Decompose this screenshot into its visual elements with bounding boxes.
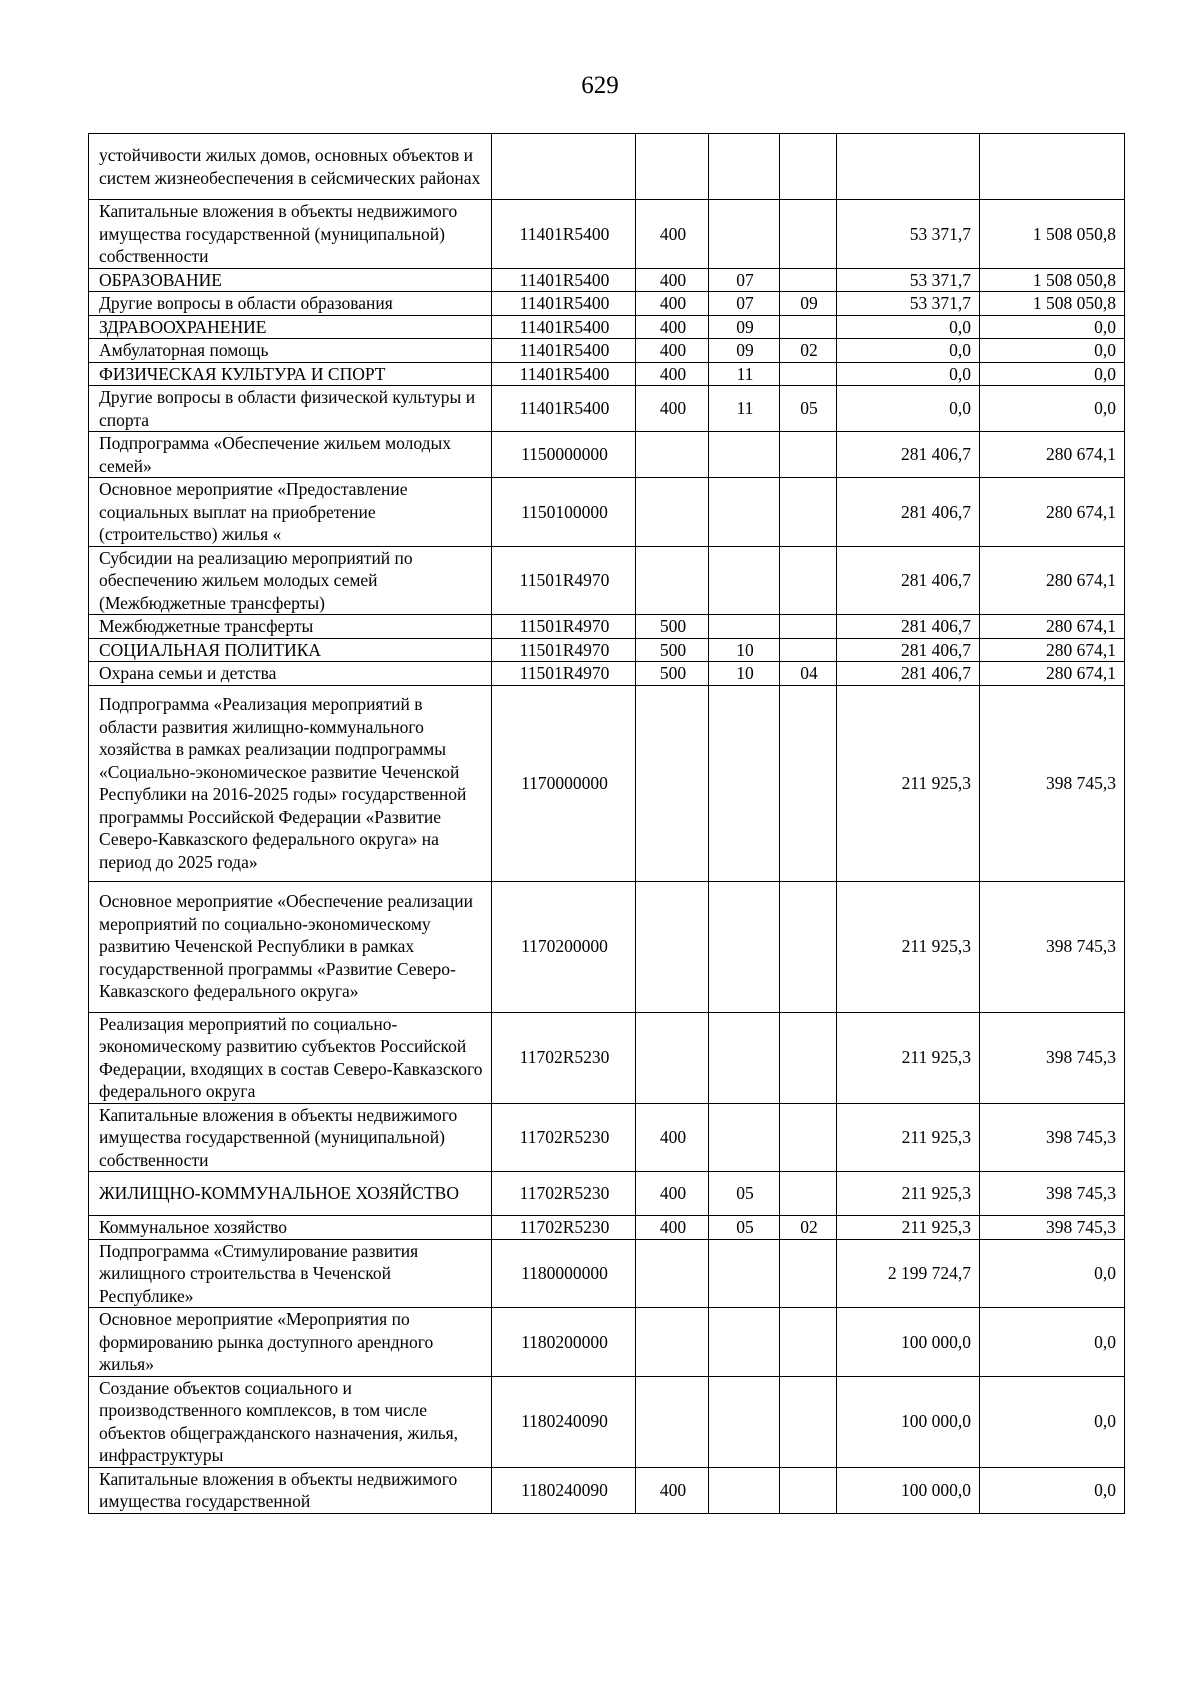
row-name-cell: Коммунальное хозяйство (89, 1216, 492, 1240)
subsection-code-cell: 02 (780, 1216, 837, 1240)
target-article-code-cell: 11501R4970 (492, 662, 636, 686)
expense-type-code-cell: 400 (636, 339, 709, 363)
row-name-cell: Создание объектов социального и производственного комплексов, в том числе объектов общегражданского назначения, жилья, инфраструктуры (89, 1376, 492, 1467)
row-name-cell: Подпрограмма «Обеспечение жильем молодых семей» (89, 432, 492, 478)
amount-year-2-cell: 0,0 (980, 339, 1125, 363)
section-code-cell (709, 478, 780, 547)
table-row (89, 268, 1125, 292)
expense-type-code-cell (636, 1012, 709, 1103)
expense-type-code-cell: 400 (636, 1467, 709, 1513)
expense-type-code-cell (636, 1239, 709, 1308)
amount-year-2-cell: 280 674,1 (980, 546, 1125, 615)
row-name-cell: Капитальные вложения в объекты недвижимого имущества государственной (муниципальной) собственности (89, 200, 492, 269)
target-article-code-cell: 1180000000 (492, 1239, 636, 1308)
amount-year-2-cell: 280 674,1 (980, 478, 1125, 547)
expense-type-code-cell: 500 (636, 638, 709, 662)
amount-year-2-cell (980, 134, 1125, 200)
table-row (89, 362, 1125, 386)
row-name-cell: Подпрограмма «Стимулирование развития жилищного строительства в Чеченской Республике» (89, 1239, 492, 1308)
amount-year-1-cell: 281 406,7 (837, 662, 980, 686)
row-name-cell: ЖИЛИЩНО-КОММУНАЛЬНОЕ ХОЗЯЙСТВО (89, 1172, 492, 1216)
section-code-cell (709, 432, 780, 478)
amount-year-1-cell: 2 199 724,7 (837, 1239, 980, 1308)
expense-type-code-cell (636, 478, 709, 547)
section-code-cell (709, 1103, 780, 1172)
row-name-cell: Другие вопросы в области физической культуры и спорта (89, 386, 492, 432)
amount-year-2-cell: 398 745,3 (980, 685, 1125, 881)
subsection-code-cell: 05 (780, 386, 837, 432)
table-row (89, 292, 1125, 316)
amount-year-1-cell: 0,0 (837, 362, 980, 386)
amount-year-1-cell: 0,0 (837, 315, 980, 339)
expense-type-code-cell: 500 (636, 662, 709, 686)
amount-year-2-cell: 280 674,1 (980, 662, 1125, 686)
target-article-code-cell: 11702R5230 (492, 1103, 636, 1172)
amount-year-1-cell (837, 134, 980, 200)
row-name-cell: Межбюджетные трансферты (89, 615, 492, 639)
subsection-code-cell (780, 268, 837, 292)
target-article-code-cell: 1150100000 (492, 478, 636, 547)
table-row (89, 1308, 1125, 1377)
target-article-code-cell: 11501R4970 (492, 546, 636, 615)
row-name-cell: Охрана семьи и детства (89, 662, 492, 686)
amount-year-1-cell: 211 925,3 (837, 881, 980, 1012)
expense-type-code-cell (636, 432, 709, 478)
section-code-cell: 07 (709, 292, 780, 316)
amount-year-2-cell: 0,0 (980, 1376, 1125, 1467)
amount-year-2-cell: 0,0 (980, 1239, 1125, 1308)
row-name-cell: Основное мероприятие «Обеспечение реализации мероприятий по социально-экономическому развитию Чеченской Республики в рамках государственной программы «Развитие Северо-Кавказского федерального округа» (89, 881, 492, 1012)
row-name-cell: ФИЗИЧЕСКАЯ КУЛЬТУРА И СПОРТ (89, 362, 492, 386)
amount-year-2-cell: 398 745,3 (980, 1012, 1125, 1103)
amount-year-2-cell: 398 745,3 (980, 1216, 1125, 1240)
amount-year-2-cell: 398 745,3 (980, 1103, 1125, 1172)
amount-year-1-cell: 100 000,0 (837, 1376, 980, 1467)
expense-type-code-cell (636, 1308, 709, 1377)
section-code-cell: 11 (709, 362, 780, 386)
target-article-code-cell: 1150000000 (492, 432, 636, 478)
target-article-code-cell: 1170200000 (492, 881, 636, 1012)
target-article-code-cell: 11401R5400 (492, 362, 636, 386)
section-code-cell: 07 (709, 268, 780, 292)
expense-type-code-cell (636, 134, 709, 200)
target-article-code-cell: 1180240090 (492, 1376, 636, 1467)
subsection-code-cell: 09 (780, 292, 837, 316)
section-code-cell (709, 200, 780, 269)
target-article-code-cell: 11401R5400 (492, 268, 636, 292)
amount-year-1-cell: 211 925,3 (837, 1172, 980, 1216)
amount-year-1-cell: 281 406,7 (837, 432, 980, 478)
subsection-code-cell (780, 362, 837, 386)
section-code-cell: 09 (709, 339, 780, 363)
target-article-code-cell: 11702R5230 (492, 1216, 636, 1240)
amount-year-2-cell: 1 508 050,8 (980, 292, 1125, 316)
target-article-code-cell: 11401R5400 (492, 386, 636, 432)
subsection-code-cell (780, 1376, 837, 1467)
expense-type-code-cell: 400 (636, 386, 709, 432)
table-row (89, 432, 1125, 478)
section-code-cell (709, 1239, 780, 1308)
amount-year-1-cell: 100 000,0 (837, 1467, 980, 1513)
row-name-cell: Капитальные вложения в объекты недвижимого имущества государственной (муниципальной) собственности (89, 1103, 492, 1172)
table-row (89, 1172, 1125, 1216)
target-article-code-cell: 11401R5400 (492, 315, 636, 339)
table-row (89, 638, 1125, 662)
section-code-cell (709, 1012, 780, 1103)
table-body (89, 134, 1125, 1514)
subsection-code-cell (780, 1172, 837, 1216)
target-article-code-cell: 1180240090 (492, 1467, 636, 1513)
section-code-cell: 05 (709, 1172, 780, 1216)
row-name-cell: Основное мероприятие «Предоставление социальных выплат на приобретение (строительство) жилья « (89, 478, 492, 547)
table-row (89, 685, 1125, 881)
amount-year-2-cell: 0,0 (980, 315, 1125, 339)
expense-type-code-cell: 400 (636, 1103, 709, 1172)
section-code-cell: 11 (709, 386, 780, 432)
amount-year-1-cell: 211 925,3 (837, 1216, 980, 1240)
table-row (89, 1239, 1125, 1308)
expense-type-code-cell: 400 (636, 268, 709, 292)
table-row (89, 881, 1125, 1012)
row-name-cell: ЗДРАВООХРАНЕНИЕ (89, 315, 492, 339)
section-code-cell (709, 615, 780, 639)
amount-year-2-cell: 398 745,3 (980, 881, 1125, 1012)
table-row (89, 1216, 1125, 1240)
amount-year-1-cell: 53 371,7 (837, 200, 980, 269)
section-code-cell (709, 546, 780, 615)
amount-year-1-cell: 53 371,7 (837, 268, 980, 292)
amount-year-1-cell: 281 406,7 (837, 638, 980, 662)
subsection-code-cell (780, 432, 837, 478)
row-name-cell: Подпрограмма «Реализация мероприятий в области развития жилищно-коммунального хозяйства в рамках реализации подпрограммы «Социально-экономическое развитие Чеченской Республики на 2016-2025 годы» государственной программы Российской Федерации «Развитие Северо-Кавказского федерального округа» на период до 2025 года» (89, 685, 492, 881)
row-name-cell: Амбулаторная помощь (89, 339, 492, 363)
table-row (89, 315, 1125, 339)
subsection-code-cell (780, 315, 837, 339)
amount-year-1-cell: 0,0 (837, 339, 980, 363)
target-article-code-cell: 11401R5400 (492, 339, 636, 363)
target-article-code-cell: 11401R5400 (492, 200, 636, 269)
row-name-cell: ОБРАЗОВАНИЕ (89, 268, 492, 292)
expense-type-code-cell: 400 (636, 292, 709, 316)
amount-year-2-cell: 0,0 (980, 362, 1125, 386)
expense-type-code-cell: 500 (636, 615, 709, 639)
amount-year-1-cell: 211 925,3 (837, 1012, 980, 1103)
subsection-code-cell (780, 1103, 837, 1172)
table-row (89, 1467, 1125, 1513)
subsection-code-cell (780, 1467, 837, 1513)
row-name-cell: Другие вопросы в области образования (89, 292, 492, 316)
row-name-cell: устойчивости жилых домов, основных объектов и систем жизнеобеспечения в сейсмических районах (89, 134, 492, 200)
subsection-code-cell (780, 1239, 837, 1308)
table-row (89, 546, 1125, 615)
amount-year-2-cell: 1 508 050,8 (980, 268, 1125, 292)
table-row (89, 1103, 1125, 1172)
target-article-code-cell: 11501R4970 (492, 615, 636, 639)
expense-type-code-cell: 400 (636, 1172, 709, 1216)
section-code-cell (709, 1308, 780, 1377)
section-code-cell (709, 1376, 780, 1467)
table-row (89, 615, 1125, 639)
section-code-cell: 10 (709, 638, 780, 662)
amount-year-1-cell: 211 925,3 (837, 685, 980, 881)
subsection-code-cell (780, 638, 837, 662)
table-row (89, 1012, 1125, 1103)
amount-year-2-cell: 398 745,3 (980, 1172, 1125, 1216)
section-code-cell: 09 (709, 315, 780, 339)
subsection-code-cell: 04 (780, 662, 837, 686)
row-name-cell: СОЦИАЛЬНАЯ ПОЛИТИКА (89, 638, 492, 662)
section-code-cell: 05 (709, 1216, 780, 1240)
table-row (89, 478, 1125, 547)
subsection-code-cell (780, 615, 837, 639)
amount-year-1-cell: 281 406,7 (837, 546, 980, 615)
expense-type-code-cell: 400 (636, 200, 709, 269)
table-row (89, 339, 1125, 363)
target-article-code-cell: 11401R5400 (492, 292, 636, 316)
page-number: 629 (581, 72, 619, 99)
target-article-code-cell: 11702R5230 (492, 1172, 636, 1216)
amount-year-2-cell: 280 674,1 (980, 638, 1125, 662)
amount-year-2-cell: 1 508 050,8 (980, 200, 1125, 269)
row-name-cell: Реализация мероприятий по социально-экономическому развитию субъектов Российской Федерации, входящих в состав Северо-Кавказского федерального округа (89, 1012, 492, 1103)
subsection-code-cell (780, 881, 837, 1012)
expense-type-code-cell: 400 (636, 362, 709, 386)
subsection-code-cell (780, 478, 837, 547)
amount-year-1-cell: 281 406,7 (837, 478, 980, 547)
section-code-cell (709, 1467, 780, 1513)
expense-type-code-cell: 400 (636, 1216, 709, 1240)
amount-year-2-cell: 280 674,1 (980, 615, 1125, 639)
target-article-code-cell: 1180200000 (492, 1308, 636, 1377)
row-name-cell: Субсидии на реализацию мероприятий по обеспечению жильем молодых семей (Межбюджетные трансферты) (89, 546, 492, 615)
table-row (89, 386, 1125, 432)
amount-year-1-cell: 100 000,0 (837, 1308, 980, 1377)
target-article-code-cell: 11501R4970 (492, 638, 636, 662)
table-row (89, 662, 1125, 686)
subsection-code-cell (780, 1012, 837, 1103)
table-row (89, 200, 1125, 269)
amount-year-1-cell: 281 406,7 (837, 615, 980, 639)
row-name-cell: Основное мероприятие «Мероприятия по формированию рынка доступного арендного жилья» (89, 1308, 492, 1377)
amount-year-1-cell: 211 925,3 (837, 1103, 980, 1172)
section-code-cell: 10 (709, 662, 780, 686)
amount-year-2-cell: 0,0 (980, 1308, 1125, 1377)
subsection-code-cell (780, 134, 837, 200)
amount-year-1-cell: 53 371,7 (837, 292, 980, 316)
amount-year-2-cell: 0,0 (980, 386, 1125, 432)
subsection-code-cell (780, 200, 837, 269)
amount-year-1-cell: 0,0 (837, 386, 980, 432)
subsection-code-cell: 02 (780, 339, 837, 363)
subsection-code-cell (780, 546, 837, 615)
expense-type-code-cell: 400 (636, 315, 709, 339)
section-code-cell (709, 881, 780, 1012)
section-code-cell (709, 685, 780, 881)
target-article-code-cell: 1170000000 (492, 685, 636, 881)
table-row (89, 134, 1125, 200)
expense-type-code-cell (636, 881, 709, 1012)
amount-year-2-cell: 0,0 (980, 1467, 1125, 1513)
subsection-code-cell (780, 685, 837, 881)
expense-type-code-cell (636, 1376, 709, 1467)
section-code-cell (709, 134, 780, 200)
expense-type-code-cell (636, 685, 709, 881)
row-name-cell: Капитальные вложения в объекты недвижимого имущества государственной (89, 1467, 492, 1513)
table-row (89, 1376, 1125, 1467)
target-article-code-cell (492, 134, 636, 200)
amount-year-2-cell: 280 674,1 (980, 432, 1125, 478)
subsection-code-cell (780, 1308, 837, 1377)
budget-table (88, 133, 1125, 1514)
target-article-code-cell: 11702R5230 (492, 1012, 636, 1103)
expense-type-code-cell (636, 546, 709, 615)
